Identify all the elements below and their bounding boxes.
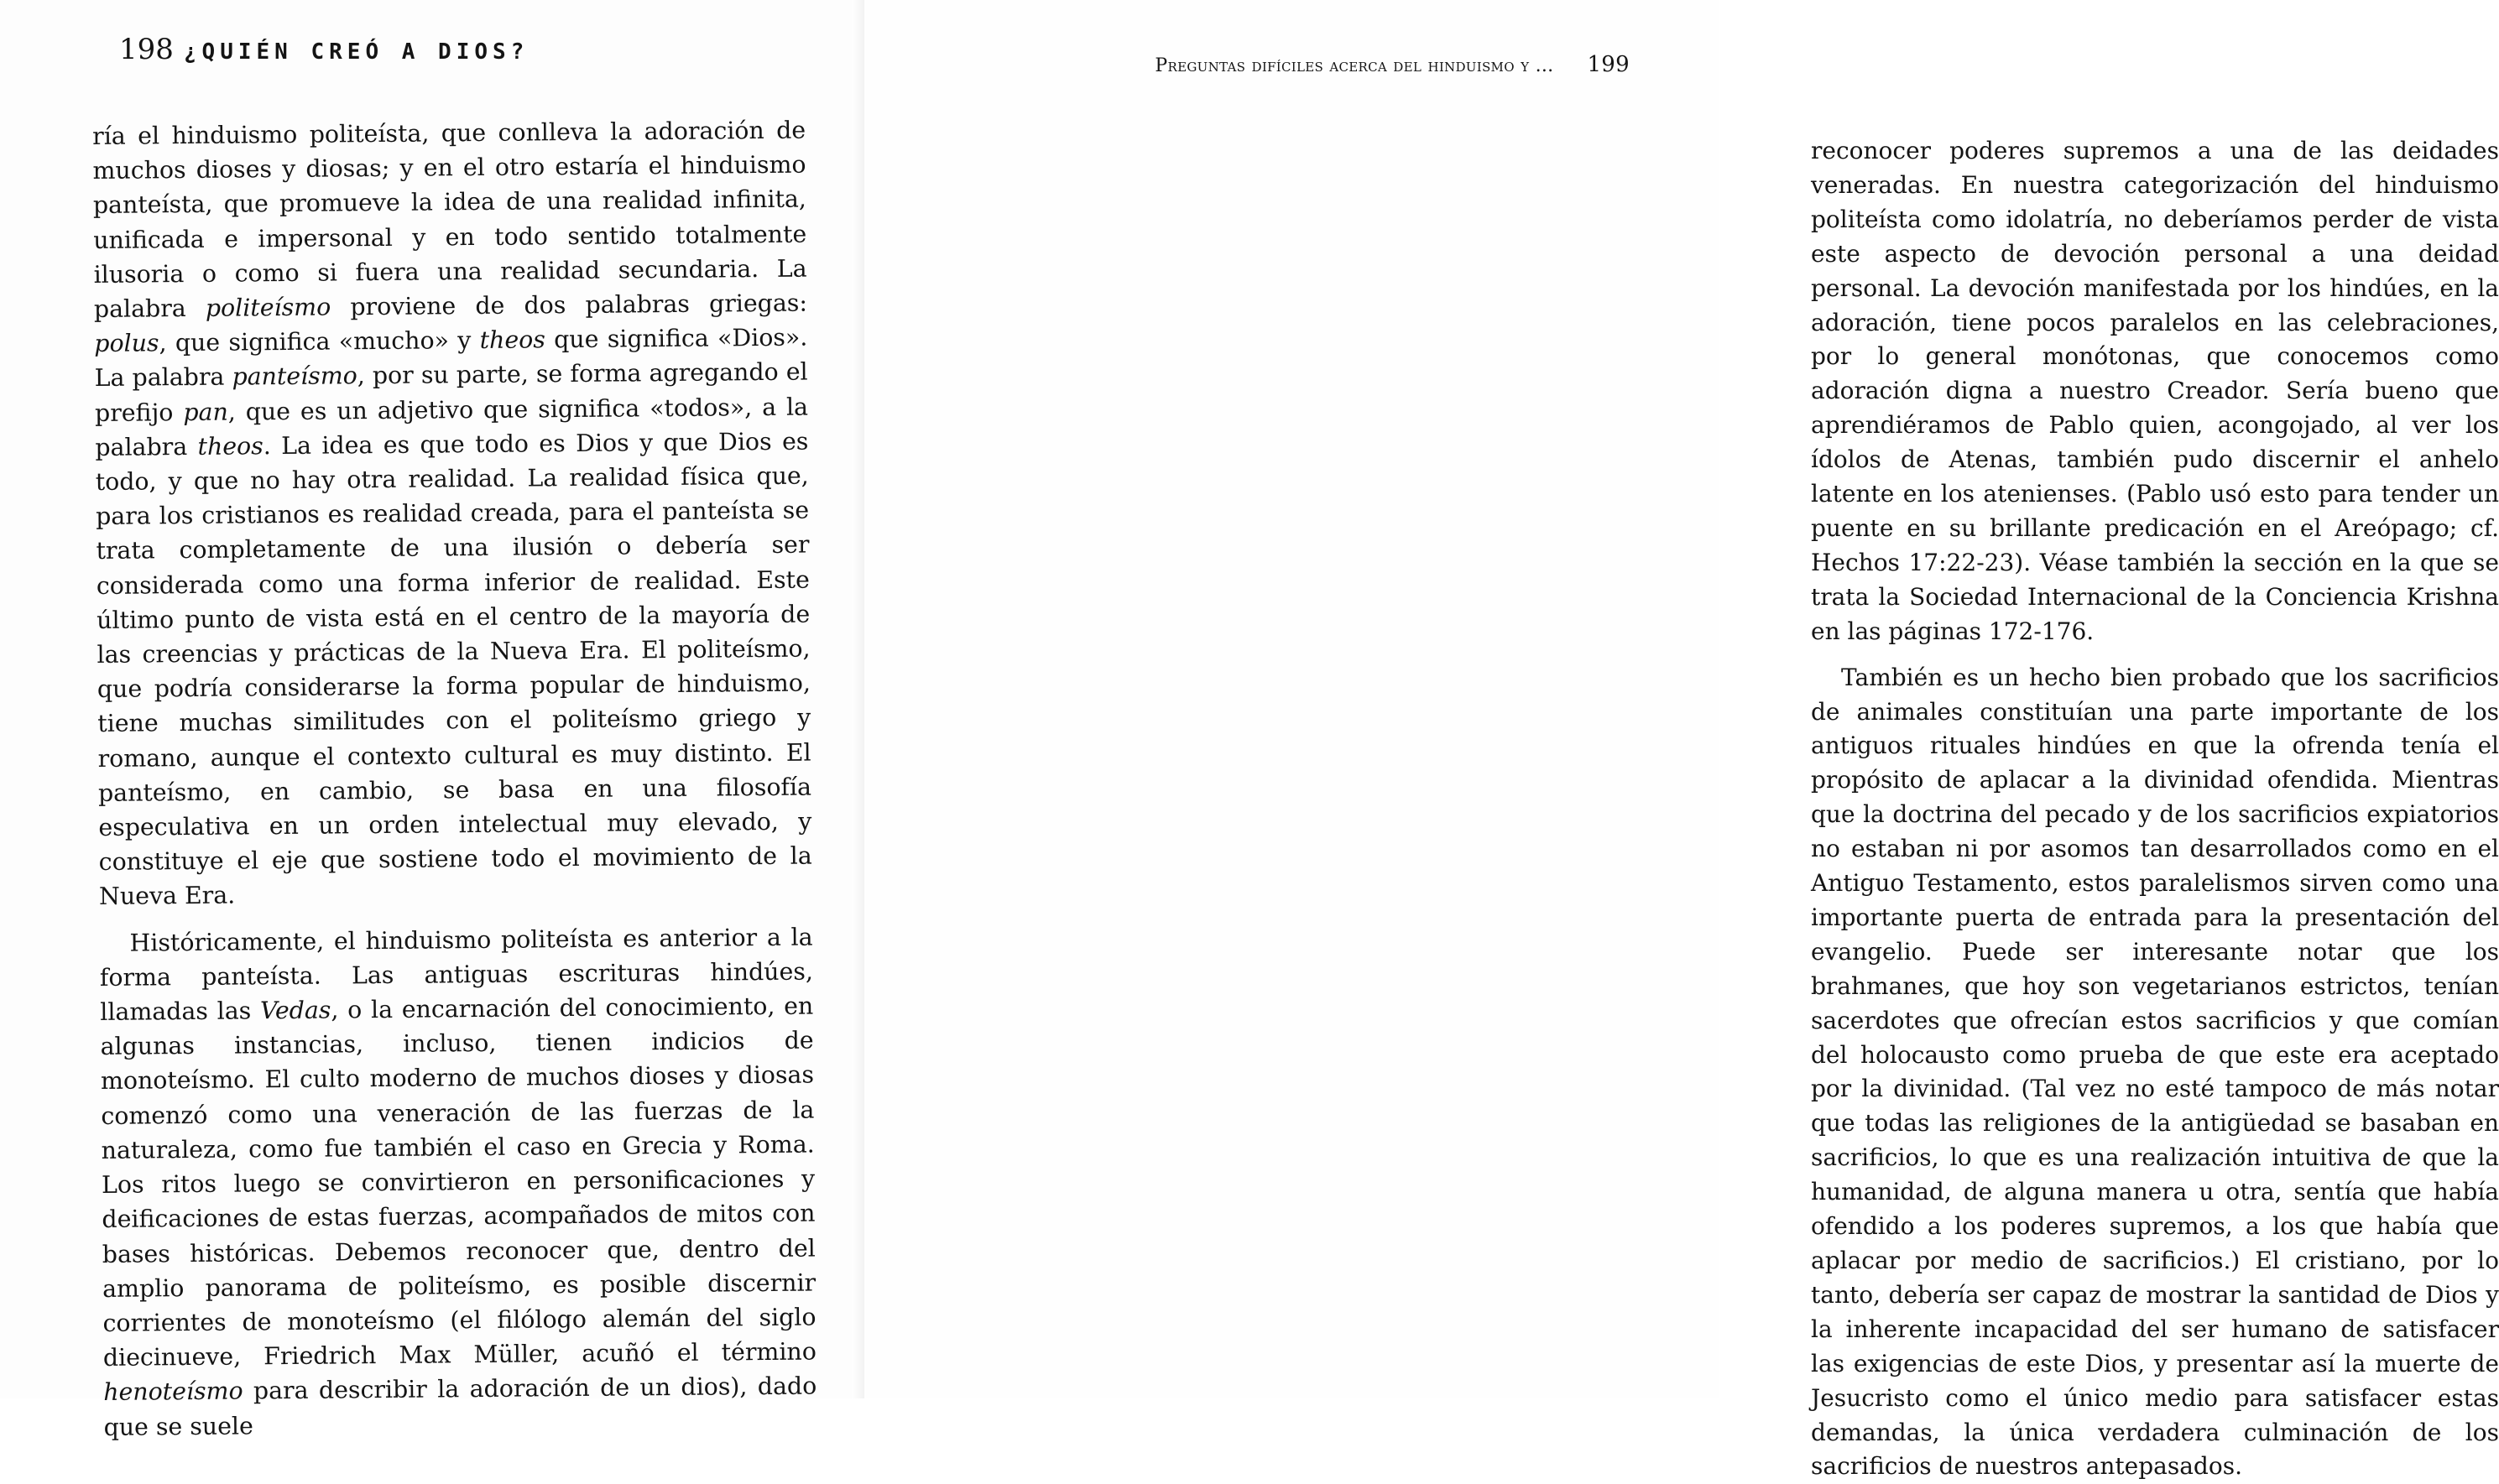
left-paragraph-2 xyxy=(99,919,816,1444)
text-run: que significa «Dios». La palabra xyxy=(94,323,808,393)
left-running-head xyxy=(119,35,529,64)
right-page xyxy=(864,0,2499,1481)
left-body-text xyxy=(92,113,817,1445)
text-run: . La idea es que todo es Dios y que Dios es todo, y que no hay otra realidad. La realidad física que, para los cristianos es realidad creada, para el panteísta se trata completamente de una ilusión o debería ser considerada como una forma inferior de realidad. Este último punto de vista está en el centro de la mayoría de las creencias y prácticas de la Nueva Era. El politeísmo, que podría considerarse la forma popular de hinduismo, tiene muchas similitudes con el politeísmo griego y romano, aunque el contexto cultural es muy distinto. El panteísmo, en cambio, se basa en una filosofía especulativa en un orden intelectual muy elevado, y constituye el eje que sostiene todo el movimiento de la Nueva Era. xyxy=(95,427,812,911)
right-paragraph-2 xyxy=(1811,661,2499,1484)
italic-term: panteísmo xyxy=(232,362,357,391)
left-running-title: ¿QUIÉN CREÓ A DIOS? xyxy=(183,39,530,65)
right-running-title: Preguntas difíciles acerca del hinduismo y ... xyxy=(1155,55,1554,76)
text-run: proviene de dos palabras griegas: xyxy=(331,289,808,321)
right-running-head xyxy=(1155,54,1630,76)
text-run: ría el hinduismo politeísta, que conlleva la adoración de muchos dioses y diosas; y en el otro estaría el hinduismo panteísta, que promueve la idea de una realidad infinita, unificada e impersonal y en todo sentido totalmente ilusoria o como si fuera una realidad secundaria. La palabra xyxy=(92,116,807,324)
italic-term: theos xyxy=(197,432,263,461)
text-run: para describir la adoración de un dios), dado que se suele xyxy=(103,1372,817,1441)
text-run: , por su parte, se forma agregando el prefijo xyxy=(94,357,808,427)
left-paragraph-1 xyxy=(92,113,812,914)
text-run: , que significa «mucho» y xyxy=(159,326,480,357)
italic-term: polus xyxy=(94,329,159,358)
italic-term: pan xyxy=(183,398,228,426)
right-page-number: 199 xyxy=(1587,52,1630,77)
text-run: También es un hecho bien probado que los sacrificios de animales constituían una parte importante de los antiguos rituales hindúes en que la ofrenda tenía el propósito de aplacar a la divinidad ofendida. Mientras que la doctrina del pecado y de los sacrificios expiatorios no estaban ni por asomos tan desarrollados como en el Antiguo Testamento, estos paralelismos sirven como una importante puerta de entrada para la presentación del evangelio. Puede ser interesante notar que los brahmanes, que hoy son vegetarianos estrictos, tenían sacerdotes que ofrecían estos sacrificios y que comían del holocausto como prueba de que este era aceptado por la divinidad. (Tal vez no esté tampoco de más notar que todas las religiones de la antigüedad se basaban en sacrificios, lo que es una realización intuitiva de que la humanidad, de alguna manera u otra, sentía que había ofendido a los poderes supremos, a los que había que aplacar por medio de sacrificios.) El cristiano, por lo tanto, debería ser capaz de mostrar la santidad de Dios y la inherente incapacidad del ser humano de satisfacer las exigencias de este Dios, y presentar así la muerte de Jesucristo como el único medio para satisfacer estas demandas, la única verdadera culminación de los sacrificios de nuestros antepasados. xyxy=(1811,663,2499,1481)
italic-term: Vedas xyxy=(259,996,331,1025)
text-run: , que es un adjetivo que significa «todos», a la palabra xyxy=(95,393,809,461)
text-run: Históricamente, el hinduismo politeísta es anterior a la forma panteísta. Las antiguas escrituras hindúes, llamadas las xyxy=(99,923,814,1027)
text-run: , o la encarnación del conocimiento, en algunas instancias, incluso, tienen indicios de monoteísmo. El culto moderno de muchos dioses y diosas comenzó como una veneración de las fuerzas de la naturaleza, como fue también el caso en Grecia y Roma. Los ritos luego se convirtieron en personificaciones y deificaciones de estas fuerzas, acompañados de mitos con bases históricas. Debemos reconocer que, dentro del amplio panorama de politeísmo, es posible discernir corrientes de monoteísmo (el filólogo alemán del siglo diecinueve, Friedrich Max Müller, acuñó el término xyxy=(100,992,816,1372)
italic-term: politeísmo xyxy=(205,293,331,322)
italic-term: theos xyxy=(479,325,545,355)
left-page-number: 198 xyxy=(119,33,174,66)
text-run: reconocer poderes supremos a una de las deidades veneradas. En nuestra categorización del hinduismo politeísta como idolatría, no deberíamos perder de vista este aspecto de devoción personal a una deidad personal. La devoción manifestada por los hindúes, en la adoración, tiene pocos paralelos en las celebraciones, por lo general monótonas, que conocemos como adoración digna a nuestro Creador. Sería bueno que aprendiéramos de Pablo quien, acongojado, al ver los ídolos de Atenas, también pudo discernir el anhelo latente en los atenienses. (Pablo usó esto para tender un puente en su brillante predicación en el Areópago; cf. Hechos 17:22-23). Véase también la sección en la que se trata la Sociedad Internacional de la Conciencia Krishna en las páginas 172-176. xyxy=(1811,137,2499,645)
italic-term: henoteísmo xyxy=(103,1377,243,1407)
left-page xyxy=(0,0,864,1441)
right-body-text xyxy=(1811,134,2499,1484)
right-paragraph-1 xyxy=(1811,134,2499,649)
